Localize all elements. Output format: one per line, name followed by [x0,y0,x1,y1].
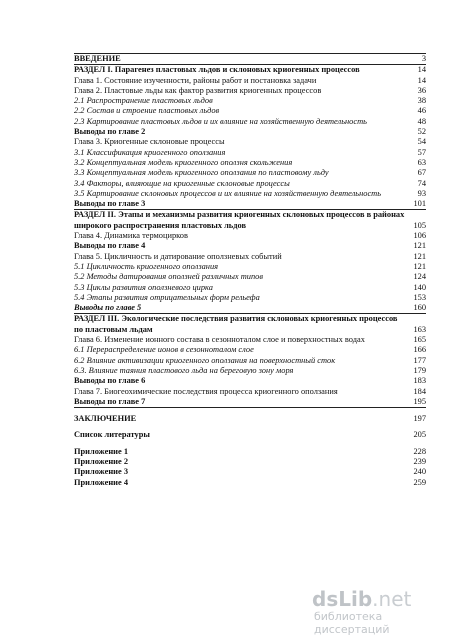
toc-entry-title: Приложение 3 [74,467,129,477]
toc-entry-title: Глава 7. Биогеохимические последствия процесса криогенного оползания [74,386,338,396]
toc-entry-page: 140 [413,282,426,292]
toc-entry-page: 197 [408,408,426,425]
toc-entry-page: 183 [413,376,426,386]
toc-entry [74,441,426,457]
toc-entry-page: 105 [408,210,426,231]
toc-entry-title: Приложение 4 [74,477,129,487]
toc-entry-page: 195 [413,396,426,406]
toc-entry-page: 121 [413,261,426,271]
toc-entry-page: 101 [413,199,426,209]
toc-entry [74,387,426,397]
toc-entry-page: 239 [413,456,426,466]
toc-entry [74,252,426,262]
toc-entry-title: 5.4 Этапы развития отрицательных форм рельефа [74,292,260,302]
toc-entry [74,210,426,231]
toc-entry-title: Выводы по главе 3 [74,199,146,209]
toc-entry-page: 177 [413,355,426,365]
table-of-contents [74,53,426,488]
toc-entry-title: 6.2 Влияние активизации криогенного оползания на поверхностный сток [74,355,336,365]
toc-entry [74,199,426,210]
toc-entry-page: 14 [417,75,426,85]
toc-entry-title: 2.3 Картирование пластовых льдов и их влияние на хозяйственную деятельность [74,116,367,126]
toc-entry-title: 2.2 Состав и строение пластовых льдов [74,106,220,116]
toc-entry-page: 160 [413,303,426,313]
toc-entry [74,86,426,96]
toc-entry [74,283,426,293]
toc-entry-page: 63 [417,157,426,167]
toc-entry [74,397,426,408]
toc-entry [74,168,426,178]
toc-entry-page: 205 [413,430,426,440]
toc-entry [74,158,426,168]
toc-entry [74,127,426,137]
toc-entry-title: Глава 1. Состояние изученности, районы работ и постановка задачи [74,75,317,85]
toc-entry [74,335,426,345]
toc-entry-title: ЗАКЛЮЧЕНИЕ [74,414,137,424]
toc-entry-title: Выводы по главе 2 [74,127,146,137]
toc-entry [74,376,426,386]
toc-entry-title: РАЗДЕЛ II. Этапы и механизмы развития криогенных склоновых процессов в районах широкого распространения пластовых льдов [74,210,405,230]
toc-entry-page: 106 [413,231,426,241]
toc-entry [74,314,426,335]
toc-entry [74,54,426,65]
toc-entry-page: 166 [413,345,426,355]
toc-entry-title: РАЗДЕЛ I. Парагенез пластовых льдов и склоновых криогенных процессов [74,65,360,75]
toc-entry [74,106,426,116]
toc-entry [74,179,426,189]
toc-entry-page: 48 [417,116,426,126]
toc-entry-title: Выводы по главе 4 [74,241,146,251]
toc-entry-page: 57 [417,147,426,157]
toc-entry-title: 6.3. Влияние таяния пластового льда на береговую зону моря [74,365,294,375]
toc-entry-page: 163 [408,314,426,335]
toc-entry-title: 3.1 Классификация криогенного оползания [74,147,226,157]
toc-entry-page: 121 [413,251,426,261]
toc-entry-title: Глава 6. Изменение ионного состава в сезонноталом слое и поверхностных водах [74,335,365,345]
toc-entry [74,262,426,272]
toc-entry [74,457,426,467]
toc-entry-page: 165 [413,335,426,345]
toc-entry [74,478,426,488]
toc-entry [74,303,426,314]
toc-entry-title: ВВЕДЕНИЕ [74,54,121,63]
dslib-watermark [312,588,450,636]
toc-entry [74,408,426,425]
toc-entry [74,76,426,86]
toc-entry [74,117,426,127]
toc-entry-title: Глава 2. Пластовые льды как фактор развития криогенных процессов [74,85,322,95]
toc-entry-title: РАЗДЕЛ III. Экологические последствия развития склоновых криогенных процессов по пластовым льдам [74,314,398,334]
dslib-subtitle: библиотека диссертаций [314,610,390,636]
toc-entry-title: 2.1 Распространение пластовых льдов [74,96,213,106]
toc-entry-title: 3.4 Факторы, влияющие на криогенные склоновые процессы [74,178,290,188]
toc-entry-page: 153 [413,292,426,302]
toc-table [74,53,426,488]
toc-entry-page: 38 [417,96,426,106]
toc-entry-title: Выводы по главе 7 [74,396,146,406]
toc-entry-page: 3 [408,54,426,65]
toc-entry [74,345,426,355]
toc-entry [74,96,426,106]
dslib-logo: dsLib.net [312,587,412,611]
toc-entry-title: Глава 3. Криогенные склоновые процессы [74,137,225,147]
toc-entry-page: 67 [417,168,426,178]
toc-entry [74,293,426,303]
toc-entry [74,272,426,282]
toc-entry [74,424,426,440]
toc-entry [74,241,426,251]
toc-entry-page: 52 [417,127,426,137]
toc-entry [74,231,426,241]
toc-entry-page: 54 [417,137,426,147]
toc-entry-page: 184 [413,386,426,396]
toc-entry-page: 46 [417,106,426,116]
toc-entry [74,65,426,76]
toc-entry-page: 14 [408,65,426,76]
toc-entry [74,189,426,199]
toc-entry [74,356,426,366]
toc-entry-page: 93 [417,188,426,198]
toc-entry-title: 5.1 Цикличность криогенного оползания [74,261,219,271]
toc-entry [74,137,426,147]
toc-entry-title: 3.3 Концептуальная модель криогенного оползания по пластовому льду [74,168,329,178]
toc-entry-title: 3.5 Картирование склоновых процессов и их влияние на хозяйственную деятельность [74,188,382,198]
toc-entry-title: Приложение 1 [74,446,129,456]
toc-entry-title: Список литературы [74,430,150,440]
toc-entry-title: Глава 4. Динамика термоцирков [74,231,188,241]
toc-entry-title: 5.3 Циклы развития оползневого цирка [74,282,213,292]
toc-entry [74,366,426,376]
toc-entry-page: 74 [417,178,426,188]
toc-entry-title: Выводы по главе 5 [74,303,142,313]
toc-entry-title: 3.2 Концептуальная модель криогенного оползня скольжения [74,157,293,167]
toc-entry [74,148,426,158]
toc-entry-page: 121 [413,241,426,251]
toc-entry-title: Приложение 2 [74,456,129,466]
toc-entry [74,467,426,477]
toc-entry-page: 124 [413,272,426,282]
toc-entry-page: 36 [417,85,426,95]
toc-entry-page: 240 [413,467,426,477]
toc-entry-title: Глава 5. Цикличность и датирование оползневых событий [74,251,282,261]
toc-entry-page: 228 [413,446,426,456]
toc-entry-title: 6.1 Перераспределение ионов в сезонноталом слое [74,345,254,355]
toc-entry-page: 259 [413,477,426,487]
toc-entry-page: 179 [413,365,426,375]
toc-entry-title: 5.2 Методы датирования оползней различных типов [74,272,263,282]
toc-entry-title: Выводы по главе 6 [74,376,146,386]
